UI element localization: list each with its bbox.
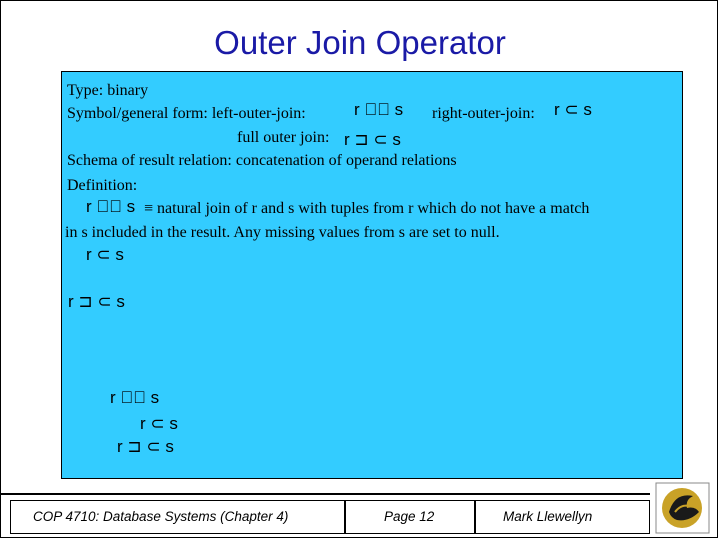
content-box <box>61 71 683 479</box>
expr-right-outer-1: r ⊂ s <box>86 245 124 264</box>
schema-line: Schema of result relation: concatenation of operand relations <box>67 152 457 169</box>
footer-page-box <box>345 500 475 534</box>
ucf-pegasus-logo <box>655 482 710 534</box>
definition-expr: r ⊐⃞ s <box>86 197 136 216</box>
slide-title: Outer Join Operator <box>214 24 506 61</box>
left-join-expr: r ⊐⃞ s <box>354 100 404 119</box>
definition-line-2: in s included in the result. Any missing values from s are set to null. <box>65 224 500 241</box>
expr-full-outer-1: r ⊐ ⊂ s <box>68 292 125 311</box>
expr-left-outer-2: r ⊐⃞ s <box>110 388 160 407</box>
footer-course-box <box>10 500 345 534</box>
right-join-expr: r ⊂ s <box>554 100 592 119</box>
full-outer-label: full outer join: <box>237 129 330 146</box>
definition-label: Definition: <box>67 177 138 194</box>
expr-full-outer-2: r ⊐ ⊂ s <box>117 437 174 456</box>
right-outer-label: right-outer-join: <box>432 105 535 122</box>
footer-page: Page 12 <box>384 509 435 524</box>
footer-author-box <box>475 500 650 534</box>
definition-line-1: ≡ natural join of r and s with tuples from r which do not have a match <box>144 200 590 217</box>
full-join-expr: r ⊐ ⊂ s <box>344 130 401 149</box>
symbol-label: Symbol/general form: left-outer-join: <box>67 105 306 122</box>
expr-right-outer-2: r ⊂ s <box>140 414 178 433</box>
type-line: Type: binary <box>67 82 149 99</box>
footer-divider <box>0 493 650 495</box>
footer-course: COP 4710: Database Systems (Chapter 4) <box>33 509 289 524</box>
footer-author: Mark Llewellyn <box>503 509 593 524</box>
